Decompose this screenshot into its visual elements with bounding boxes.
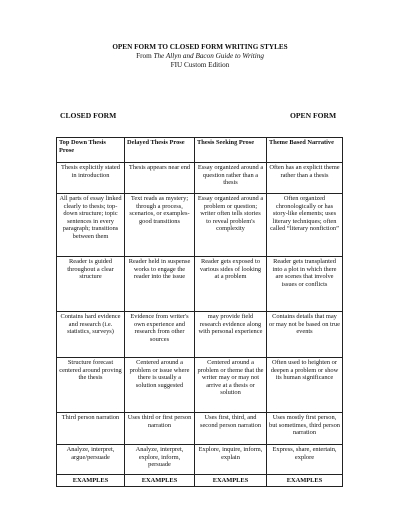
examples-cell: EXAMPLES [57, 475, 125, 487]
table-cell: Express, share, entertain, explore [267, 445, 343, 475]
source-book-title: The Allyn and Bacon Guide to Writing [153, 52, 264, 60]
source-line [0, 52, 400, 61]
table-row-examples [57, 475, 343, 487]
table-cell: Reader held in suspense works to engage the reader into the issue [125, 257, 195, 312]
table-cell: Uses first, third, and second person narration [195, 413, 267, 445]
table-cell: Often used to heighten or deepen a problem or show its human significance [267, 358, 343, 413]
table-row [57, 312, 343, 358]
table-cell: Text reads as mystery; through a process, scenarios, or examples-good transitions [125, 194, 195, 257]
table-row [57, 163, 343, 194]
header-top-down-thesis: Top Down Thesis Prose [57, 138, 125, 163]
table-cell: Often has an explicit theme rather than a thesis [267, 163, 343, 194]
table-cell: Reader gets transplanted into a plot in which there are scenes that involve issues or conflicts [267, 257, 343, 312]
writing-styles-table [56, 137, 343, 487]
document-title: OPEN FORM TO CLOSED FORM WRITING STYLES [112, 43, 288, 51]
table-cell: Reader is guided throughout a clear structure [57, 257, 125, 312]
table-cell: Structure forecast centered around proving the thesis [57, 358, 125, 413]
header-thesis-seeking: Thesis Seeking Prose [195, 138, 267, 163]
table-cell: Uses third or first person narration [125, 413, 195, 445]
open-form-label: OPEN FORM [290, 111, 337, 120]
table-row [57, 194, 343, 257]
table-row [57, 413, 343, 445]
table-cell: Contains hard evidence and research (i.e. statistics, surveys) [57, 312, 125, 358]
table-cell: Third person narration [57, 413, 125, 445]
table-cell: Analyze, interpret, argue/persuade [57, 445, 125, 475]
table-cell: All parts of essay linked clearly to thesis; top-down structure; topic sentences in every paragraph; transitions between them [57, 194, 125, 257]
examples-cell: EXAMPLES [125, 475, 195, 487]
table-cell: Essay organized around a question rather than a thesis [195, 163, 267, 194]
source-prefix: From [136, 52, 154, 60]
header-delayed-thesis: Delayed Thesis Prose [125, 138, 195, 163]
table-cell: Essay organized around a problem or question; writer often tells stories to reveal problem's complexity [195, 194, 267, 257]
table-cell: Analyze, interpret, explore, inform, persuade [125, 445, 195, 475]
document-header [0, 43, 400, 70]
header-theme-based: Theme Based Narrative [267, 138, 343, 163]
table-header-row [57, 138, 343, 163]
examples-cell: EXAMPLES [195, 475, 267, 487]
examples-cell: EXAMPLES [267, 475, 343, 487]
table-row [57, 358, 343, 413]
table-cell: Centered around a problem or issue where there is usually a solution suggested [125, 358, 195, 413]
table-cell: may provide field research evidence along with personal experience [195, 312, 267, 358]
table-cell: Evidence from writer's own experience and research from other sources [125, 312, 195, 358]
closed-form-label: CLOSED FORM [60, 111, 117, 120]
table-cell: Thesis explicitly stated in introduction [57, 163, 125, 194]
table-row [57, 257, 343, 312]
table-cell: Centered around a problem or theme that the writer may or may not arrive at a thesis or solution [195, 358, 267, 413]
table-cell: Often organized chronologically or has story-like elements; uses literary techniques; often called “literary nonfiction” [267, 194, 343, 257]
table-cell: Reader gets exposed to various sides of looking at a problem [195, 257, 267, 312]
edition-line: FIU Custom Edition [170, 61, 230, 69]
table-row [57, 445, 343, 475]
table-cell: Uses mostly first person, but sometimes, third person narration [267, 413, 343, 445]
table-cell: Contains details that may or may not be based on true events [267, 312, 343, 358]
table-cell: Explore, inquire, inform, explain [195, 445, 267, 475]
table-cell: Thesis appears near end [125, 163, 195, 194]
